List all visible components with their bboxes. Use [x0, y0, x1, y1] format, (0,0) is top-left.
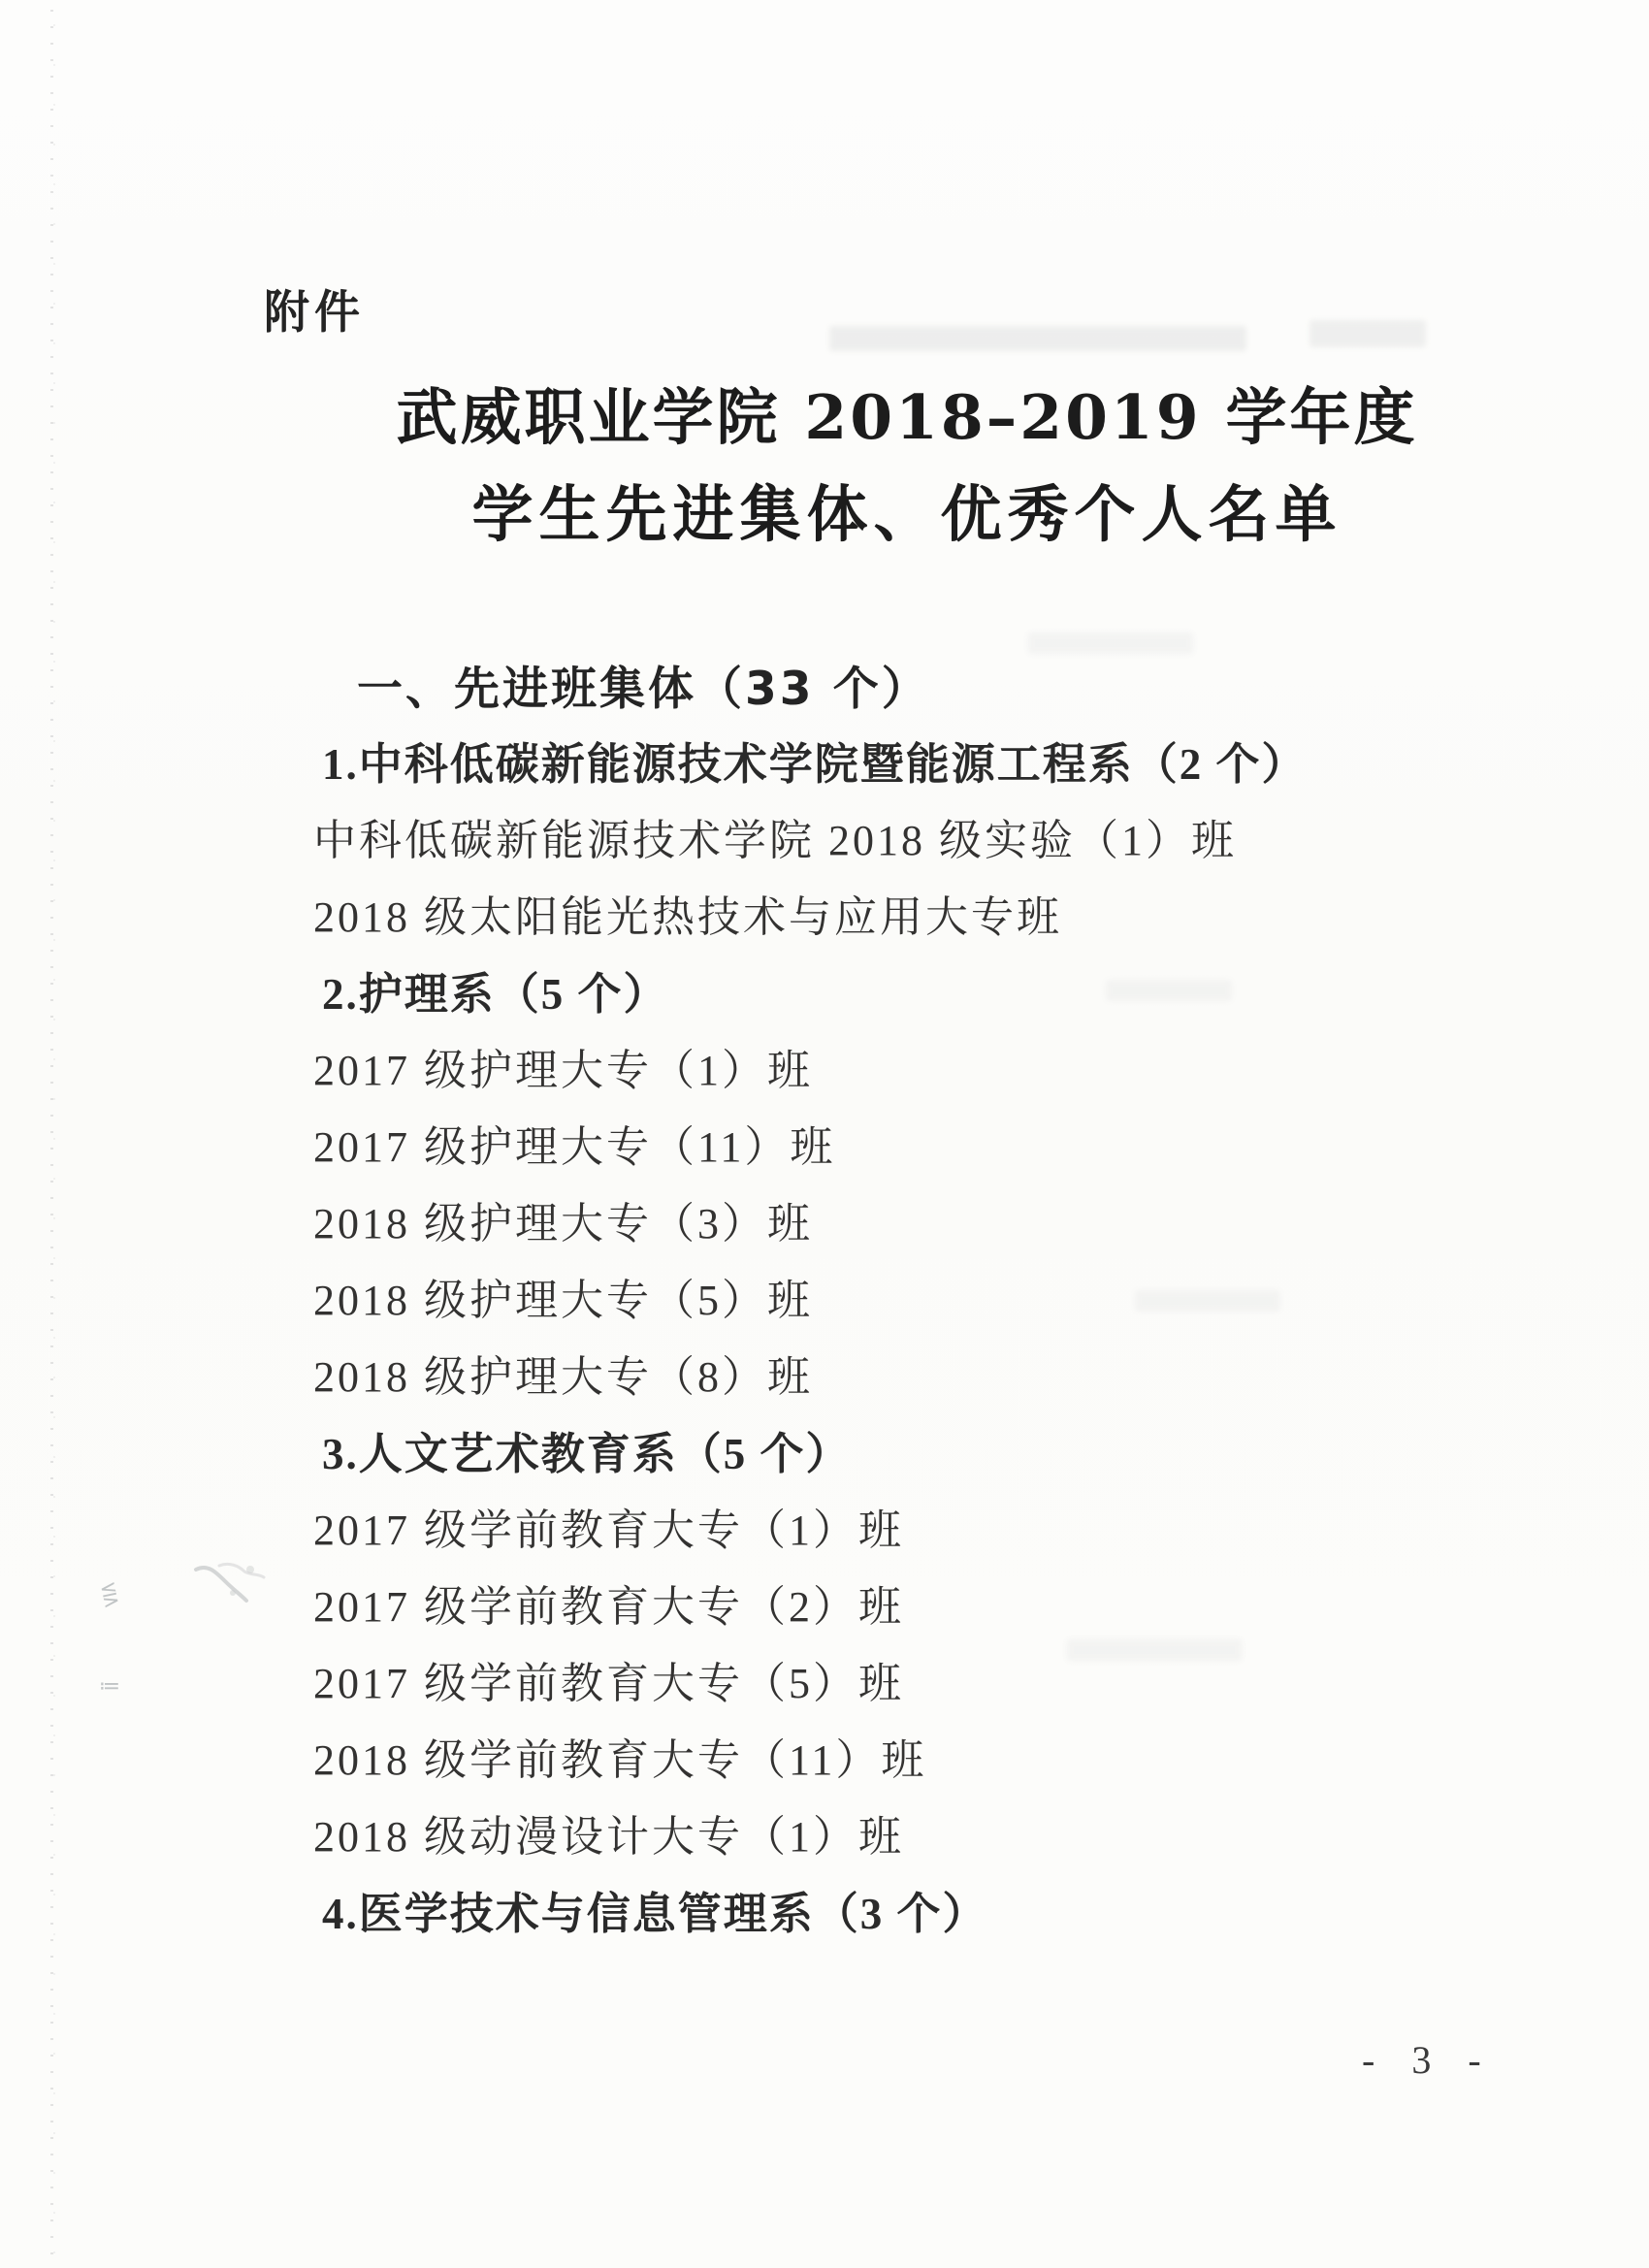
section-heading-advanced-classes: 一、先进班集体（33 个）: [357, 663, 930, 716]
group-3-item-4: 2018 级学前教育大专（11）班: [313, 1736, 927, 1784]
group-2-item-3: 2018 级护理大专（3）班: [313, 1200, 813, 1247]
bleed-through-ghost: [1135, 1290, 1280, 1312]
bleed-through-ghost: [1028, 632, 1193, 654]
bleed-through-ghost: [1067, 1639, 1242, 1661]
group-2-item-5: 2018 级护理大专（8）班: [313, 1353, 813, 1401]
document-title-line1: 武威职业学院 2018–2019 学年度: [396, 381, 1418, 453]
bleed-through-ghost: [1310, 320, 1426, 347]
document-title-line2: 学生先进集体、优秀个人名单: [471, 478, 1342, 550]
group-3-item-5: 2018 级动漫设计大专（1）班: [313, 1813, 904, 1861]
group-2-item-1: 2017 级护理大专（1）班: [313, 1047, 813, 1094]
scan-speck: ≔: [99, 1674, 120, 1699]
page-number: - 3 -: [1362, 2038, 1495, 2082]
group-3-item-1: 2017 级学前教育大专（1）班: [313, 1507, 904, 1554]
group-1-heading: 1.中科低碳新能源技术学院暨能源工程系（2 个）: [322, 740, 1308, 789]
scan-speck: ⋚: [98, 1581, 121, 1609]
group-3-heading: 3.人文艺术教育系（5 个）: [322, 1430, 852, 1478]
group-3-item-3: 2017 级学前教育大专（5）班: [313, 1660, 904, 1707]
ink-smudge: [190, 1556, 277, 1614]
group-4-heading: 4.医学技术与信息管理系（3 个）: [322, 1890, 988, 1938]
group-1-item-1: 中科低碳新能源技术学院 2018 级实验（1）班: [313, 817, 1237, 864]
bleed-through-ghost: [829, 326, 1246, 351]
group-2-item-4: 2018 级护理大专（5）班: [313, 1277, 813, 1324]
group-2-heading: 2.护理系（5 个）: [322, 970, 669, 1019]
group-3-item-2: 2017 级学前教育大专（2）班: [313, 1583, 904, 1631]
scan-edge-speckles: [48, 10, 56, 2260]
bleed-through-ghost: [1106, 980, 1232, 1001]
attachment-label: 附件: [264, 286, 365, 340]
group-1-item-2: 2018 级太阳能光热技术与应用大专班: [313, 893, 1062, 941]
group-2-item-2: 2017 级护理大专（11）班: [313, 1123, 836, 1171]
